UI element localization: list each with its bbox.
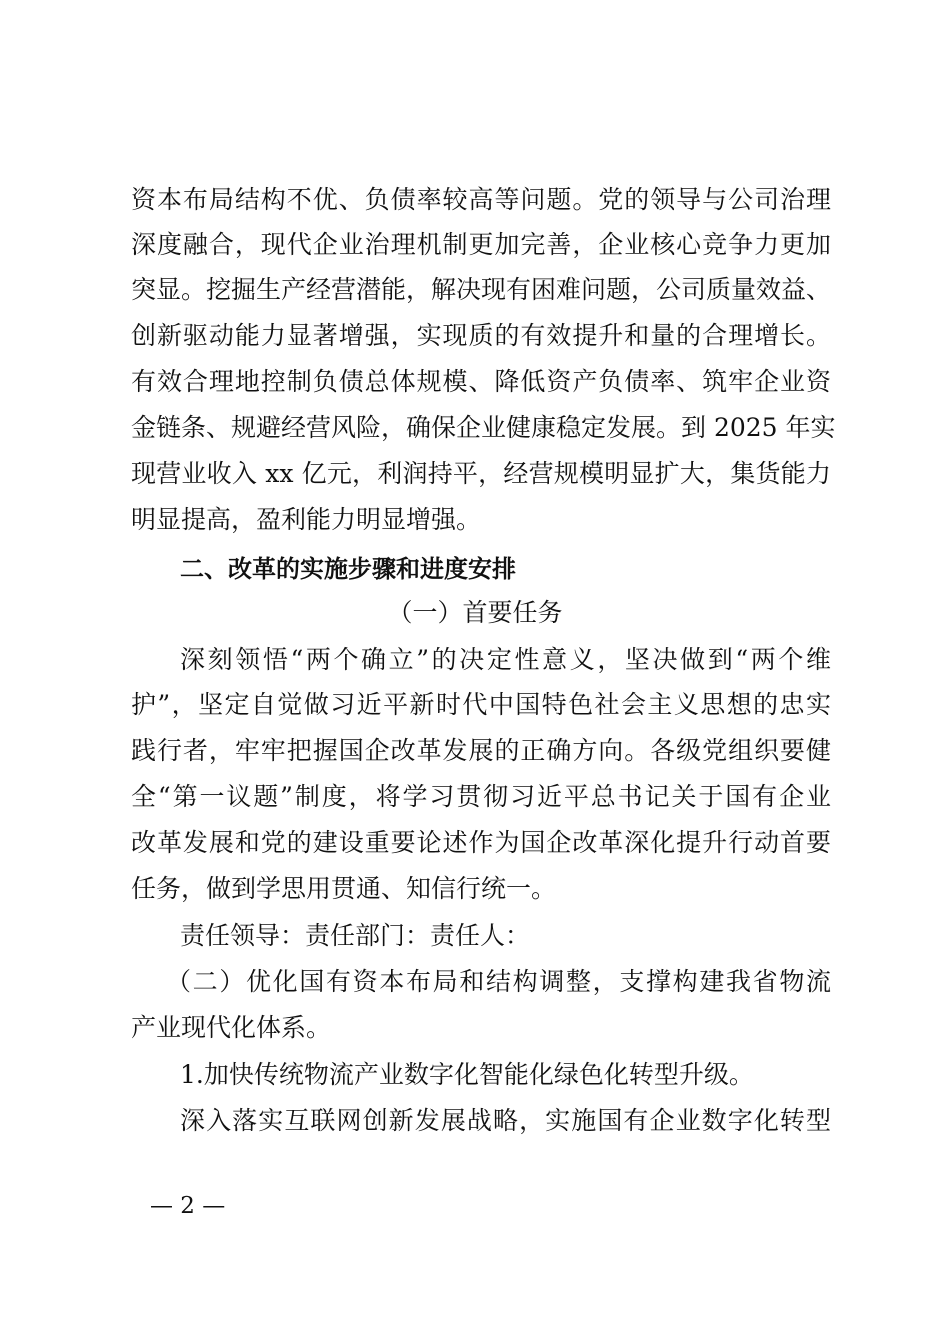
responsibility-line: 责任领导：责任部门：责任人： (180, 921, 531, 950)
body-text-line: 现营业收入 xx 亿元，利润持平，经营规模明显扩大，集货能力 (131, 459, 831, 488)
body-text-line: 践行者，牢牢把握国企改革发展的正确方向。各级党组织要健 (131, 736, 831, 765)
subsection-heading-line: （二）优化国有资本布局和结构调整，支撑构建我省物流 (166, 967, 831, 996)
body-text-line: 全“第一议题”制度，将学习贯彻习近平总书记关于国有企业 (131, 782, 831, 811)
section-heading: 二、改革的实施步骤和进度安排 (180, 555, 516, 583)
body-text-line: 有效合理地控制负债总体规模、降低资产负债率、筑牢企业资 (131, 367, 831, 396)
body-text-line: 金链条、规避经营风险，确保企业健康稳定发展。到 2025 年实 (131, 413, 836, 442)
body-text-line: 改革发展和党的建设重要论述作为国企改革深化提升行动首要 (131, 828, 831, 857)
body-text-line: 护”，坚定自觉做习近平新时代中国特色社会主义思想的忠实 (131, 690, 831, 719)
body-text-line: 明显提高，盈利能力明显增强。 (131, 505, 482, 534)
body-text-line: 任务，做到学思用贯通、知信行统一。 (131, 874, 557, 903)
subsection-heading: （一）首要任务 (387, 598, 563, 627)
body-text-line: 深入落实互联网创新发展战略，实施国有企业数字化转型 (180, 1106, 831, 1135)
body-text-line: 突显。挖掘生产经营潜能，解决现有困难问题，公司质量效益、 (131, 275, 832, 304)
subsection-heading-line: 产业现代化体系。 (131, 1013, 332, 1042)
body-text-line: 创新驱动能力显著增强，实现质的有效提升和量的合理增长。 (131, 321, 831, 350)
body-text-line: 深度融合，现代企业治理机制更加完善，企业核心竞争力更加 (131, 230, 831, 259)
list-item: 1.加快传统物流产业数字化智能化绿色化转型升级。 (180, 1060, 754, 1089)
body-text-line: 资本布局结构不优、负债率较高等问题。党的领导与公司治理 (131, 185, 831, 214)
page-number: — 2 — (150, 1193, 226, 1219)
body-text-line: 深刻领悟“两个确立”的决定性意义，坚决做到“两个维 (180, 645, 831, 674)
